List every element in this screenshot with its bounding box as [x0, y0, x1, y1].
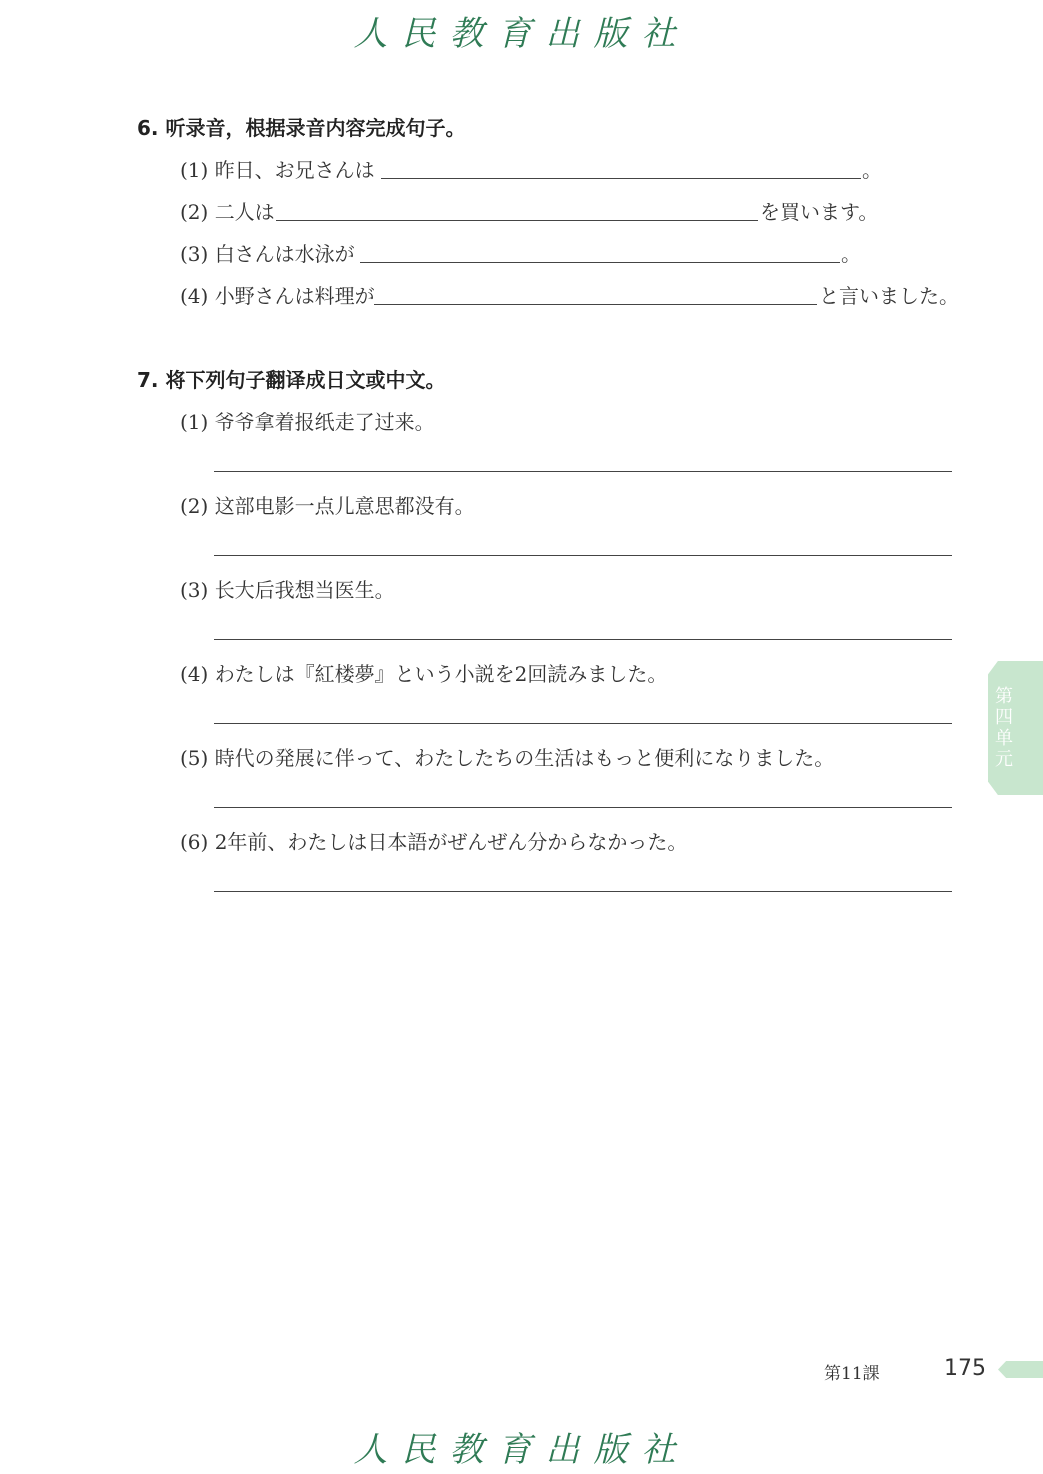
- q6-item-3-suffix: 。: [841, 242, 861, 266]
- unit-side-tab-label: 第四单元: [995, 686, 1013, 770]
- q7-item-6-answer-line[interactable]: [214, 891, 952, 892]
- footer-accent-bar: [998, 1361, 1043, 1378]
- page-number: 175: [944, 1356, 986, 1381]
- q6-item-1-suffix: 。: [862, 158, 882, 182]
- q6-item-2-blank[interactable]: [276, 220, 758, 221]
- q7-item-2-text: (2) 这部电影一点儿意思都没有。: [180, 494, 475, 518]
- question-7-heading: 7. 将下列句子翻译成日文或中文。: [137, 368, 446, 392]
- q7-item-4-text: (4) わたしは『紅楼夢』という小説を2回読みました。: [180, 662, 668, 686]
- q6-item-4-suffix: と言いました。: [819, 284, 959, 308]
- publisher-logo-bottom: 人民教育出版社: [353, 1430, 690, 1470]
- q6-item-1-blank[interactable]: [381, 178, 861, 179]
- q6-item-3-prefix: (3) 白さんは水泳が: [180, 242, 355, 266]
- question-6-heading: 6. 听录音，根据录音内容完成句子。: [137, 116, 466, 140]
- q6-item-3-blank[interactable]: [360, 262, 840, 263]
- q7-item-2-answer-line[interactable]: [214, 555, 952, 556]
- q7-item-3-answer-line[interactable]: [214, 639, 952, 640]
- q6-item-2-suffix: を買います。: [760, 200, 879, 224]
- q7-item-1-answer-line[interactable]: [214, 471, 952, 472]
- footer-lesson-label: 第11課: [824, 1364, 880, 1384]
- q7-item-3-text: (3) 长大后我想当医生。: [180, 578, 395, 602]
- q6-item-2-prefix: (2) 二人は: [180, 200, 275, 224]
- q6-item-4-blank[interactable]: [374, 304, 817, 305]
- q6-item-4-prefix: (4) 小野さんは料理が: [180, 284, 375, 308]
- q7-item-1-text: (1) 爷爷拿着报纸走了过来。: [180, 410, 435, 434]
- publisher-logo-top: 人民教育出版社: [353, 14, 690, 54]
- q7-item-6-text: (6) 2年前、わたしは日本語がぜんぜん分からなかった。: [180, 830, 688, 854]
- q7-item-5-text: (5) 時代の発展に伴って、わたしたちの生活はもっと便利になりました。: [180, 746, 835, 770]
- q7-item-5-answer-line[interactable]: [214, 807, 952, 808]
- q6-item-1-prefix: (1) 昨日、お兄さんは: [180, 158, 375, 182]
- q7-item-4-answer-line[interactable]: [214, 723, 952, 724]
